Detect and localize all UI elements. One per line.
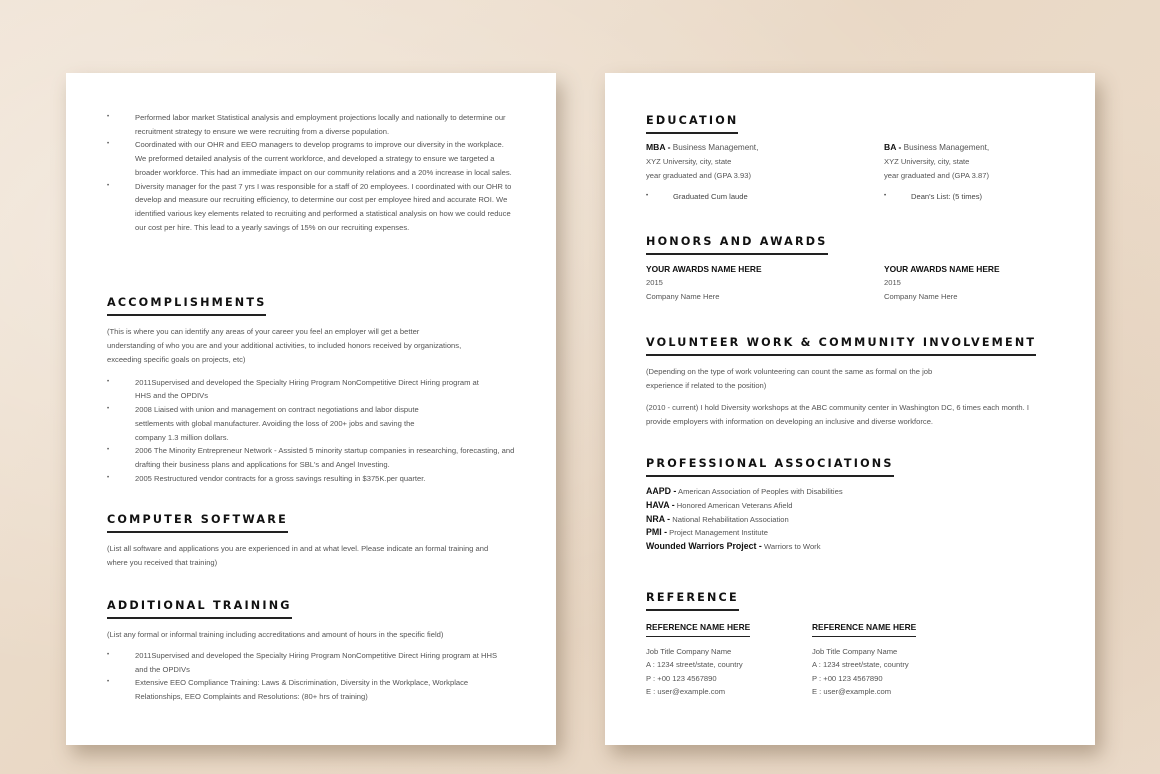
association-item: AAPD - American Association of Peoples with Disabilities (646, 486, 843, 496)
section-heading: PROFESSIONAL ASSOCIATIONS (646, 457, 894, 477)
association-item: HAVA - Honored American Veterans Afield (646, 499, 793, 510)
section-heading: ACCOMPLISHMENTS (107, 296, 266, 316)
list-item: • Performed labor market Statistical analysis and employment projections locally and nationally to determine our recruitment strategy to ensure we were recruiting from a diverse population. (107, 111, 517, 138)
accomplishments-section (107, 293, 517, 485)
associations-section (646, 454, 894, 554)
award-year: 2015 (884, 278, 901, 287)
reference-name: REFERENCE NAME HERE (812, 622, 916, 637)
association-item: NRA - National Rehabilitation Association (646, 513, 789, 524)
award-name: YOUR AWARDS NAME HERE (884, 264, 1000, 274)
list-item: • 2005 Restructured vendor contracts for a gross savings resulting in $375K.per quarter. (107, 472, 517, 486)
association-item: PMI - Project Management Institute (646, 527, 768, 538)
list-item: • 2011Supervised and developed the Specialty Hiring Program NonCompetitive Direct Hiring program at HHS and the OPDIVs (107, 649, 497, 676)
award-company: Company Name Here (884, 291, 958, 301)
reference-phone: P : +00 123 4567890 (812, 673, 883, 683)
list-item: • 2008 Liaised with union and management on contract negotiations and labor dispute settlements with global manufacturer. Avoiding the loss of 200+ jobs and saving the company 1.3 million dollars. (107, 403, 447, 444)
education-entry (646, 141, 826, 204)
reference-address: A : 1234 street/state, country (646, 660, 743, 670)
section-heading: REFERENCE (646, 591, 739, 611)
computer-software-section (107, 510, 507, 570)
degree-title: BA - (884, 142, 902, 152)
volunteer-section (646, 333, 1046, 429)
list-item: • 2006 The Minority Entrepreneur Network - Assisted 5 minority startup companies in researching, forecasting, and drafting their business plans and applications for SBL's and Angel Investing. (107, 444, 517, 471)
reference-title: Job Title Company Name (646, 647, 732, 656)
education-section (646, 111, 738, 134)
reference-email: E : user@example.com (646, 687, 726, 697)
section-description: (List any formal or informal training including accreditations and amount of hours in the specific field) (107, 630, 444, 639)
section-heading: VOLUNTEER WORK & COMMUNITY INVOLVEMENT (646, 336, 1036, 356)
honors-section (646, 232, 828, 255)
section-description: (List all software and applications you are experienced in and at what level. Please indicate an formal training and where you received that training) (107, 544, 489, 567)
association-item: Wounded Warriors Project - Warriors to Work (646, 541, 821, 552)
resume-page-left (66, 73, 556, 745)
award-entry (884, 262, 1064, 304)
volunteer-detail: (2010 - current) I hold Diversity workshops at the ABC community center in Washington DC, 6 times each month. I provide employers with information on developing an inclusive and diverse workforce. (646, 402, 1029, 426)
school-name: XYZ University, city, state (884, 156, 970, 166)
degree-field: Business Management, (903, 143, 990, 152)
reference-phone: P : +00 123 4567890 (646, 673, 717, 683)
education-entry (884, 141, 1064, 204)
section-heading: COMPUTER SOFTWARE (107, 513, 288, 533)
reference-name: REFERENCE NAME HERE (646, 622, 750, 637)
reference-address: A : 1234 street/state, country (812, 660, 909, 670)
section-heading: HONORS AND AWARDS (646, 235, 828, 255)
section-heading: ADDITIONAL TRAINING (107, 599, 292, 619)
education-note: • Dean's List: (5 times) (884, 190, 1064, 204)
list-item: • Extensive EEO Compliance Training: Laws & Discrimination, Diversity in the Workplace, Workplace Relationships, EEO Complaints and Resolutions: (80+ hrs of training) (107, 676, 517, 703)
list-item: • Diversity manager for the past 7 yrs I was responsible for a staff of 20 employees. I coordinated with our OHR to develop and measure our recruiting efficiency, to determine our cost per employee hired and accurate ROI. We identified various key elements related to recruiting and performed a statistical analysis on how we could reduce our cost per hire. This lead to a yearly savings of 15% on our recruiting expenses. (107, 180, 517, 235)
reference-entry (646, 617, 796, 699)
award-company: Company Name Here (646, 291, 720, 301)
award-entry (646, 262, 826, 304)
list-item: • Coordinated with our OHR and EEO managers to develop programs to improve our diversity in the workplace. We preformed detailed analysis of the current workforce, and developed a strategy to ensure we targeted a broader workforce. This had an immediate impact on our community relations and a 20% increase in local sales. (107, 138, 517, 179)
award-name: YOUR AWARDS NAME HERE (646, 264, 762, 274)
education-note: • Graduated Cum laude (646, 190, 826, 204)
graduation-year: year graduated and (GPA 3.87) (884, 170, 989, 180)
graduation-year: year graduated and (GPA 3.93) (646, 170, 751, 180)
reference-section (646, 588, 739, 611)
additional-training-section (107, 596, 517, 704)
resume-page-right (605, 73, 1095, 745)
section-description: (Depending on the type of work volunteering can count the same as formal on the job experience if related to the position) (646, 367, 933, 390)
list-item: • 2011Supervised and developed the Specialty Hiring Program NonCompetitive Direct Hiring program at HHS and the OPDIVs (107, 376, 487, 403)
section-description: (This is where you can identify any areas of your career you feel an employer will get a better understanding of who you are and your additional activities, to included honors received by organizations, exceeding specific goals on projects, etc) (107, 327, 462, 364)
section-heading: EDUCATION (646, 114, 738, 134)
reference-title: Job Title Company Name (812, 647, 898, 656)
reference-entry (812, 617, 962, 699)
award-year: 2015 (646, 278, 663, 287)
reference-email: E : user@example.com (812, 687, 892, 697)
intro-bullet-list (107, 111, 517, 234)
degree-title: MBA - (646, 142, 671, 152)
degree-field: Business Management, (672, 143, 759, 152)
school-name: XYZ University, city, state (646, 156, 732, 166)
